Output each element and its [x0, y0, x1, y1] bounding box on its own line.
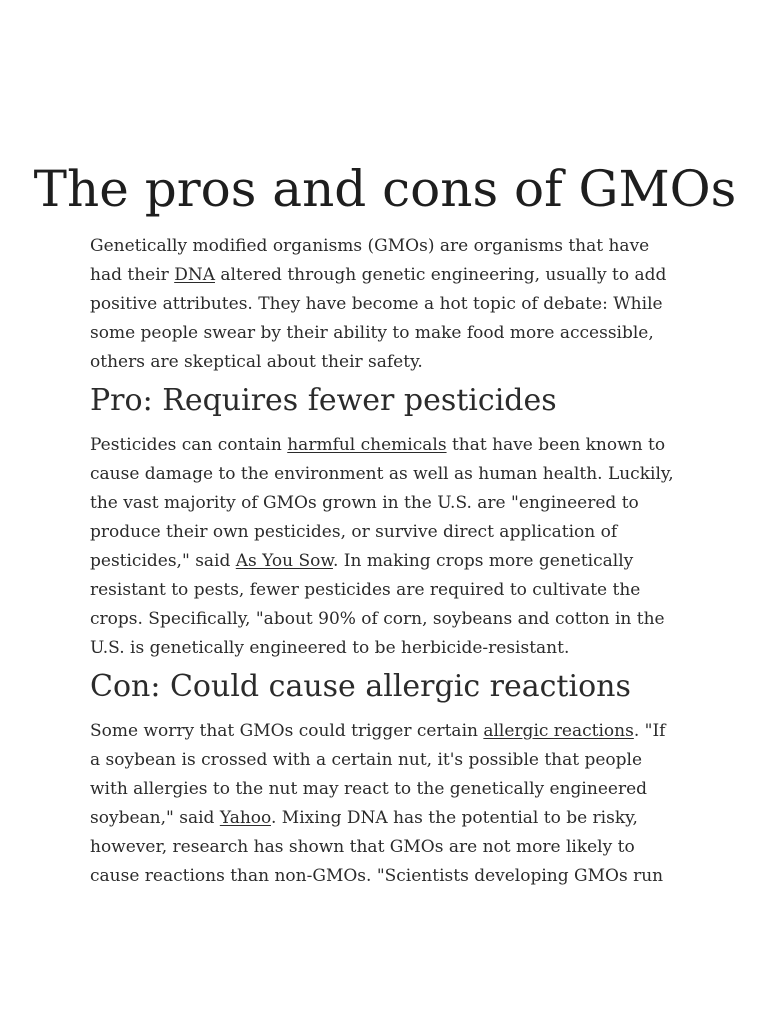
pro-text-1: Pesticides can contain [90, 435, 288, 455]
con-text-3: . Mixing DNA has the potential to be risky, however, research has shown that GMOs are not more likely to cause reactions than non-GMOs. "Scientists developing GMOs run [90, 808, 664, 886]
pro-text-2: that have been known to cause damage to the environment as well as human health. Luckily, the vast majority of GMOs grown in the U.S. are "engineered to produce their own pesticides, or survive direct application of pesticides," said [90, 435, 674, 571]
dna-link[interactable]: DNA [174, 265, 215, 285]
harmful-chemicals-link[interactable]: harmful chemicals [287, 435, 447, 455]
con-text-1: Some worry that GMOs could trigger certain [90, 721, 484, 741]
yahoo-link[interactable]: Yahoo [219, 808, 271, 828]
pro-paragraph [90, 431, 680, 663]
con-text-2: . "If a soybean is crossed with a certain nut, it's possible that people with allergies to the nut may react to the genetically engineered soybean," said [90, 721, 666, 828]
pro-heading: Pro: Requires fewer pesticides [90, 383, 557, 418]
intro-text-1: Genetically modified organisms (GMOs) are organisms that have had their [90, 236, 650, 285]
article-title: The pros and cons of GMOs [33, 160, 737, 218]
allergic-reactions-link[interactable]: allergic reactions [483, 721, 634, 741]
pro-text-3: . In making crops more genetically resistant to pests, fewer pesticides are required to cultivate the crops. Specifically, "about 90% of corn, soybeans and cotton in the U.S. is genetically engineered to be herbicide-resistant. [90, 551, 665, 658]
as-you-sow-link[interactable]: As You Sow [235, 551, 333, 571]
con-paragraph [90, 717, 680, 891]
intro-text-2: altered through genetic engineering, usually to add positive attributes. They have become a hot topic of debate: While some people swear by their ability to make food more accessible, others are skeptical about their safety. [90, 265, 667, 372]
con-heading: Con: Could cause allergic reactions [90, 669, 631, 704]
article [33, 160, 737, 891]
intro-paragraph [90, 232, 680, 377]
